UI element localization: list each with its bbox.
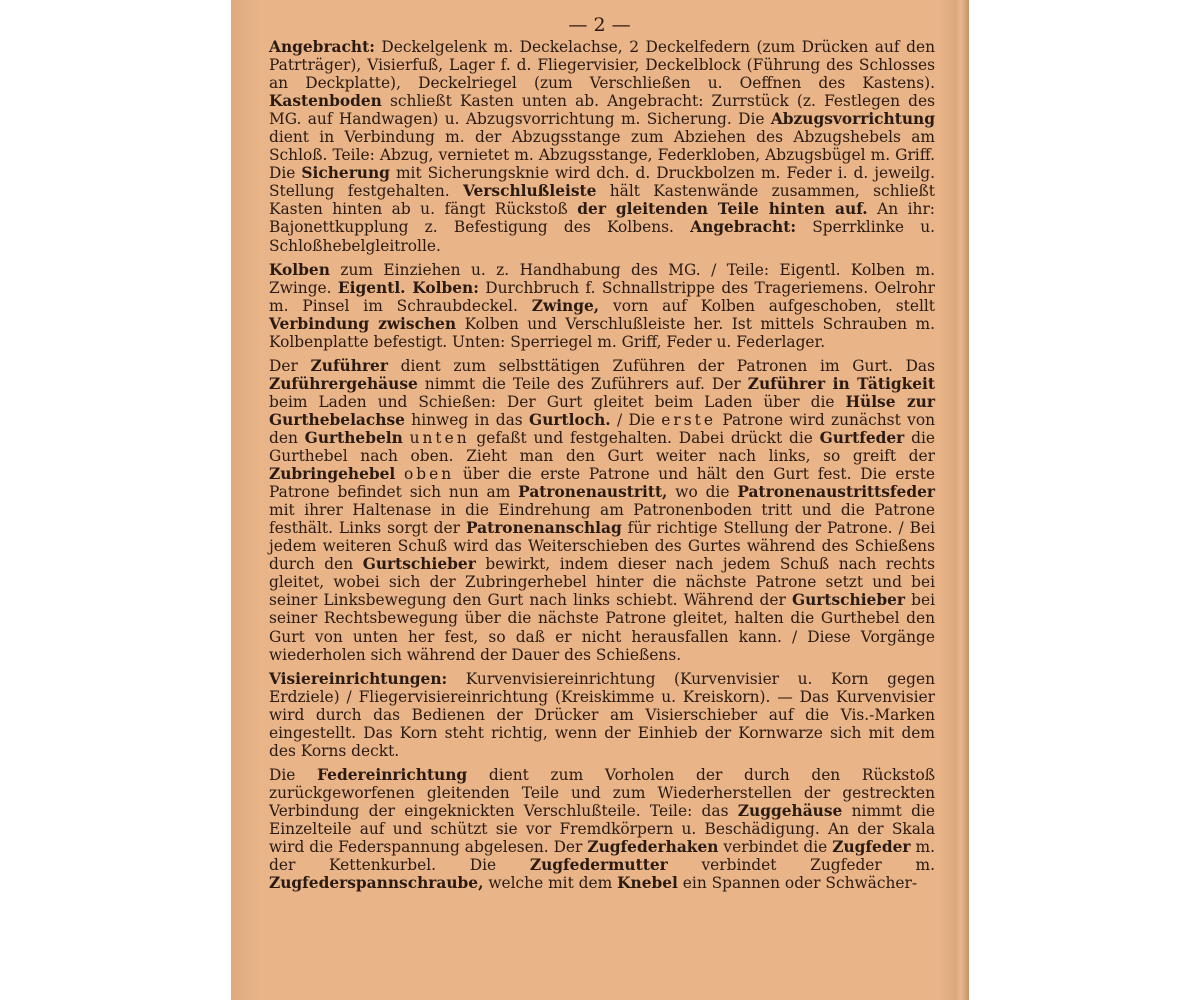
text-run: Kolben und Verschlußleiste her. Ist mittels Schrauben m. Kolbenplatte befestigt. Unten: Sperriegel m. Griff, Feder u. Federlager. [269,314,935,351]
bold-term: Zubringehebel [269,465,396,484]
text-run: dient in Verbindung m. der Abzugsstange zum Abziehen des Abzugshebels am Schloß. Teile: Abzug, vernietet m. Abzugsstange, Federkloben, Abzugsbügel m. Griff. Die [269,128,935,183]
bold-term: Verbindung zwischen [269,314,457,333]
spaced-text: erste [661,410,716,429]
text-run: für richtige Stellung der Patrone. / Bei jedem weiteren Schuß wird das Weiterschieben des Gurtes während des Schießens durch den [269,519,935,574]
text-run: gefaßt und festgehalten. Dabei drückt die [469,428,820,447]
bold-term: Gurthebeln [304,428,403,447]
bold-term: Zuführergehäuse [269,374,418,393]
bold-term: Visiereinrichtungen: [269,669,448,688]
bold-term: Hülse zur Gurthebelachse [269,392,935,429]
text-run: mit Sicherungsknie wird dch. d. Druckbolzen m. Feder i. d. jeweilg. Stellung festgehalten. [269,164,936,201]
spaced-text: unten [409,428,470,447]
bold-term: Knebel [617,874,678,893]
text-run: Deckelgelenk m. Deckelachse, 2 Deckelfedern (zum Drücken auf den Patrträger), Visierfuß, Lager f. d. Fliegervisier, Deckelblock (Führung des Schlosses an Deckplatte), Deckelriegel (zum Verschließen u. Oeffnen des Kastens). [269,38,935,93]
text-run: wo die [667,483,738,502]
bold-term: Eigentl. Kolben: [337,278,479,297]
text-run: Kurvenvisiereinrichtung (Kurvenvisier u. Korn gegen Erdziele) / Fliegervisiereinrichtung (Kreiskimme u. Kreiskorn). — Das Kurvenvisier wird durch das Bedienen der Drücker am Visierschieber auf die Vis.-Marken eingestellt. Das Korn steht richtig, wenn der Einhieb der Kornwarze sich mit dem des Korns deckt. [269,669,935,760]
text-run: welche mit dem [483,874,618,893]
bold-term: Gurtschieber [791,591,906,610]
bold-term: Zugfedermutter [529,856,668,875]
spaced-text: oben [404,465,455,484]
text-run: / Die [610,410,662,429]
text-run: Durchbruch f. Schnallstrippe des Trageriemens. Oelrohr m. Pinsel im Schraubdeckel. [269,278,935,315]
bold-term: Abzugsvorrichtung [770,110,935,129]
bold-term: Sicherung [301,164,390,183]
bold-term: Zwinge, [531,296,600,315]
text-run: ein Spannen oder Schwächer- [677,874,918,893]
text-run: Der [269,356,311,375]
text-run: schließt Kasten unten ab. Angebracht: Zurrstück (z. Festlegen des MG. auf Handwagen) u. Abzugsvorrichtung m. Sicherung. Die [269,92,935,129]
bold-term: Zugfederhaken [587,838,719,857]
bold-term: Gurtfeder [819,428,905,447]
text-run: vorn auf Kolben aufgeschoben, stellt [599,296,935,315]
bold-term: Federeinrichtung [317,765,468,784]
text-run: über die erste Patrone und hält den Gurt fest. Die erste Patrone befindet sich nun am [269,465,935,502]
text-run: m. der Kettenkurbel. Die [269,838,935,875]
book-page [231,0,968,1000]
text-run: Patrone wird zunächst von den [269,410,935,447]
bold-term: Kolben [269,260,330,279]
text-run: hinweg in das [404,410,530,429]
text-run: zum Einziehen u. z. Handhabung des MG. / Teile: Eigentl. Kolben m. Zwinge. [269,260,935,297]
text-run: die Gurthebel nach oben. Zieht man den Gurt weiter nach links, so greift der [269,428,935,466]
text-run: beim Laden und Schießen: Der Gurt gleitet beim Laden über die [269,392,846,411]
text-run: hält Kastenwände zusammen, schließt Kasten hinten ab u. fängt Rückstoß [269,182,935,219]
bold-term: Zuführer in Tätigkeit [747,374,935,393]
text-run: An ihr: Bajonettkupplung z. Befestigung des Kolbens. [269,200,935,237]
bold-term: Angebracht: [690,218,797,237]
paragraph [269,766,935,892]
text-run [395,465,404,483]
text-run: mit ihrer Haltenase in die Eindrehung am Patronenboden tritt und die Patrone festhält. Links sorgt der [269,501,935,538]
bold-term: Gurtschieber [362,555,476,574]
text-run: Die [269,765,318,784]
bold-term: Kastenboden [269,92,382,111]
text-run: nimmt die Teile des Zuführers auf. Der [417,374,748,393]
page-number: — 2 — [568,14,631,36]
paragraph [269,261,935,351]
text-run [403,429,410,447]
paragraph [269,38,935,255]
paragraph [269,357,935,664]
text-run: verbindet die [718,838,833,857]
text-run: nimmt die Einzelteile auf und schützt sie vor Fremdkörpern u. Beschädigung. An der Skala wird die Federspannung abgelesen. Der [269,801,936,857]
text-run: bei seiner Rechtsbewegung über die nächste Patrone gleitet, halten die Gurthebel den Gurt von unten her fest, so daß er nicht herausfallen kann. / Diese Vorgänge wiederholen sich während der Dauer des Schießens. [269,591,935,664]
paragraph [269,670,935,760]
bold-term: Zugfederspannschraube, [269,874,484,893]
text-run: bewirkt, indem dieser nach jedem Schuß nach rechts gleitet, wobei sich der Zubringerhebel hinter die nächste Patrone setzt und bei seiner Linksbewegung den Gurt nach links schiebt. Während der [269,555,935,610]
page-body [269,38,935,898]
bold-term: Gurtloch. [529,410,611,429]
bold-term: Patronenaustrittsfeder [737,483,935,502]
bold-term: Verschlußleiste [462,182,597,201]
bold-term: der gleitenden Teile hinten auf. [577,200,868,219]
text-run: dient zum selbsttätigen Zuführen der Patronen im Gurt. Das [387,356,935,375]
bold-term: Zuggehäuse [737,801,843,820]
bold-term: Patronenaustritt, [518,483,668,502]
bold-term: Zuführer [310,356,388,375]
text-run: verbindet Zugfeder m. [667,856,935,875]
text-run: Sperrklinke u. Schloßhebelgleitrolle. [269,218,936,255]
bold-term: Angebracht: [269,38,375,56]
page-stack-edge [955,0,969,1000]
bold-term: Patronenanschlag [465,519,622,538]
bold-term: Zugfeder [832,838,911,857]
text-run: dient zum Vorholen der durch den Rückstoß zurückgeworfenen gleitenden Teile und zum Wiederherstellen der gestreckten Verbindung der eingeknickten Verschlußteile. Teile: das [269,765,935,820]
